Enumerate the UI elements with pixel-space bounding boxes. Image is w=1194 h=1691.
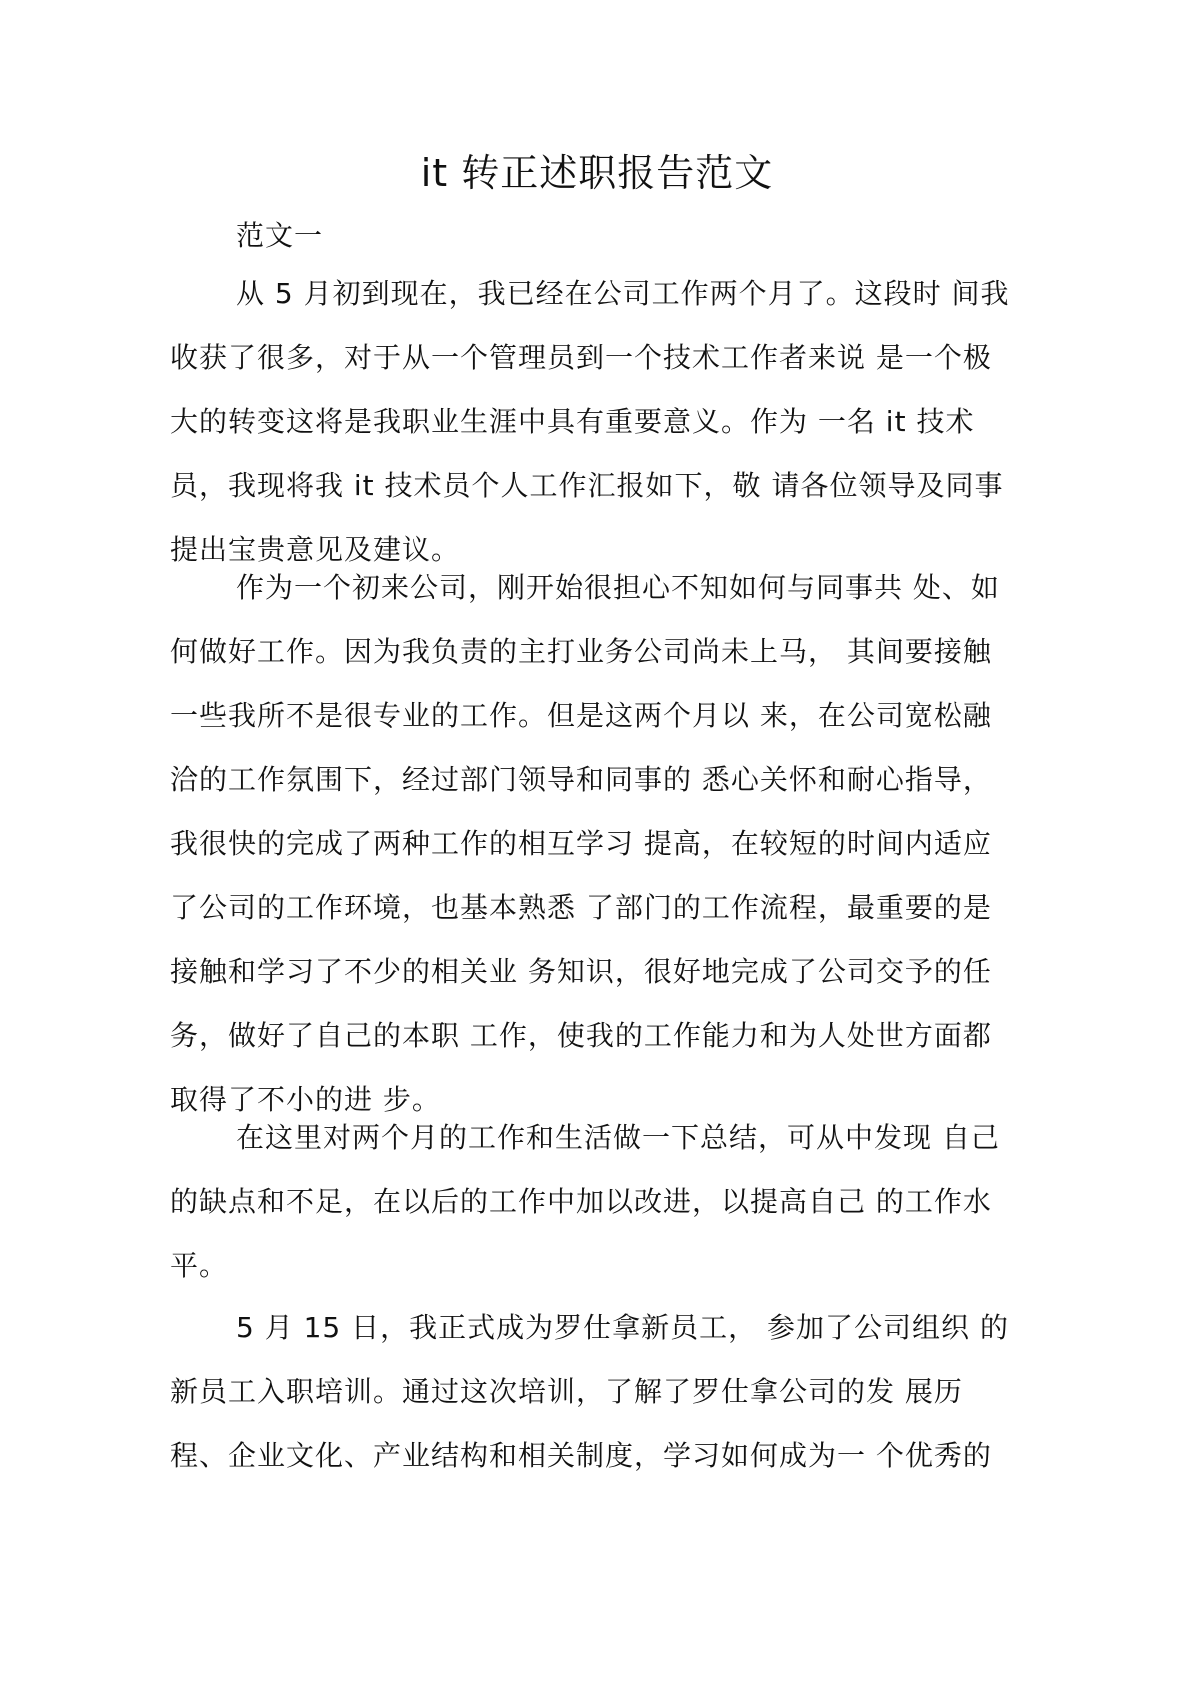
text-line: 员，我现将我 it 技术员个人工作汇报如下，敬 请各位领导及同事 bbox=[170, 469, 1004, 502]
document-title: it 转正述职报告范文 bbox=[420, 151, 774, 195]
text-line: 务，做好了自己的本职 工作，使我的工作能力和为人处世方面都 bbox=[170, 1019, 992, 1052]
text-line: 取得了不小的进 步。 bbox=[170, 1083, 441, 1116]
section-heading: 范文一 bbox=[236, 219, 324, 252]
paragraph-3 bbox=[170, 1106, 1020, 1298]
paragraph-2 bbox=[170, 556, 1020, 1132]
text-line: 洽的工作氛围下，经过部门领导和同事的 悉心关怀和耐心指导， bbox=[170, 763, 992, 796]
section-heading-block bbox=[170, 204, 1020, 268]
text-line: 新员工入职培训。通过这次培训，了解了罗仕拿公司的发 展历 bbox=[170, 1375, 963, 1408]
text-line: 一些我所不是很专业的工作。但是这两个月以 来，在公司宽松融 bbox=[170, 699, 992, 732]
text-line: 从 5 月初到现在，我已经在公司工作两个月了。这段时 间我 bbox=[236, 277, 1010, 310]
text-line: 我很快的完成了两种工作的相互学习 提高，在较短的时间内适应 bbox=[170, 827, 992, 860]
text-line: 了公司的工作环境，也基本熟悉 了部门的工作流程，最重要的是 bbox=[170, 891, 992, 924]
text-line: 何做好工作。因为我负责的主打业务公司尚未上马， 其间要接触 bbox=[170, 635, 992, 668]
text-line: 的缺点和不足，在以后的工作中加以改进，以提高自己 的工作水 bbox=[170, 1185, 992, 1218]
paragraph-1 bbox=[170, 262, 1020, 582]
text-line: 5 月 15 日，我正式成为罗仕拿新员工， 参加了公司组织 的 bbox=[236, 1311, 1009, 1344]
paragraph-4 bbox=[170, 1296, 1020, 1488]
text-line: 程、企业文化、产业结构和相关制度，学习如何成为一 个优秀的 bbox=[170, 1439, 992, 1472]
text-line: 提出宝贵意见及建议。 bbox=[170, 533, 461, 566]
text-line: 大的转变这将是我职业生涯中具有重要意义。作为 一名 it 技术 bbox=[170, 405, 975, 438]
text-line: 接触和学习了不少的相关业 务知识，很好地完成了公司交予的任 bbox=[170, 955, 992, 988]
text-line: 平。 bbox=[170, 1249, 229, 1282]
text-line: 在这里对两个月的工作和生活做一下总结，可从中发现 自己 bbox=[236, 1121, 1000, 1154]
text-line: 收获了很多，对于从一个管理员到一个技术工作者来说 是一个极 bbox=[170, 341, 992, 374]
text-line: 作为一个初来公司，刚开始很担心不知如何与同事共 处、如 bbox=[236, 571, 1000, 604]
